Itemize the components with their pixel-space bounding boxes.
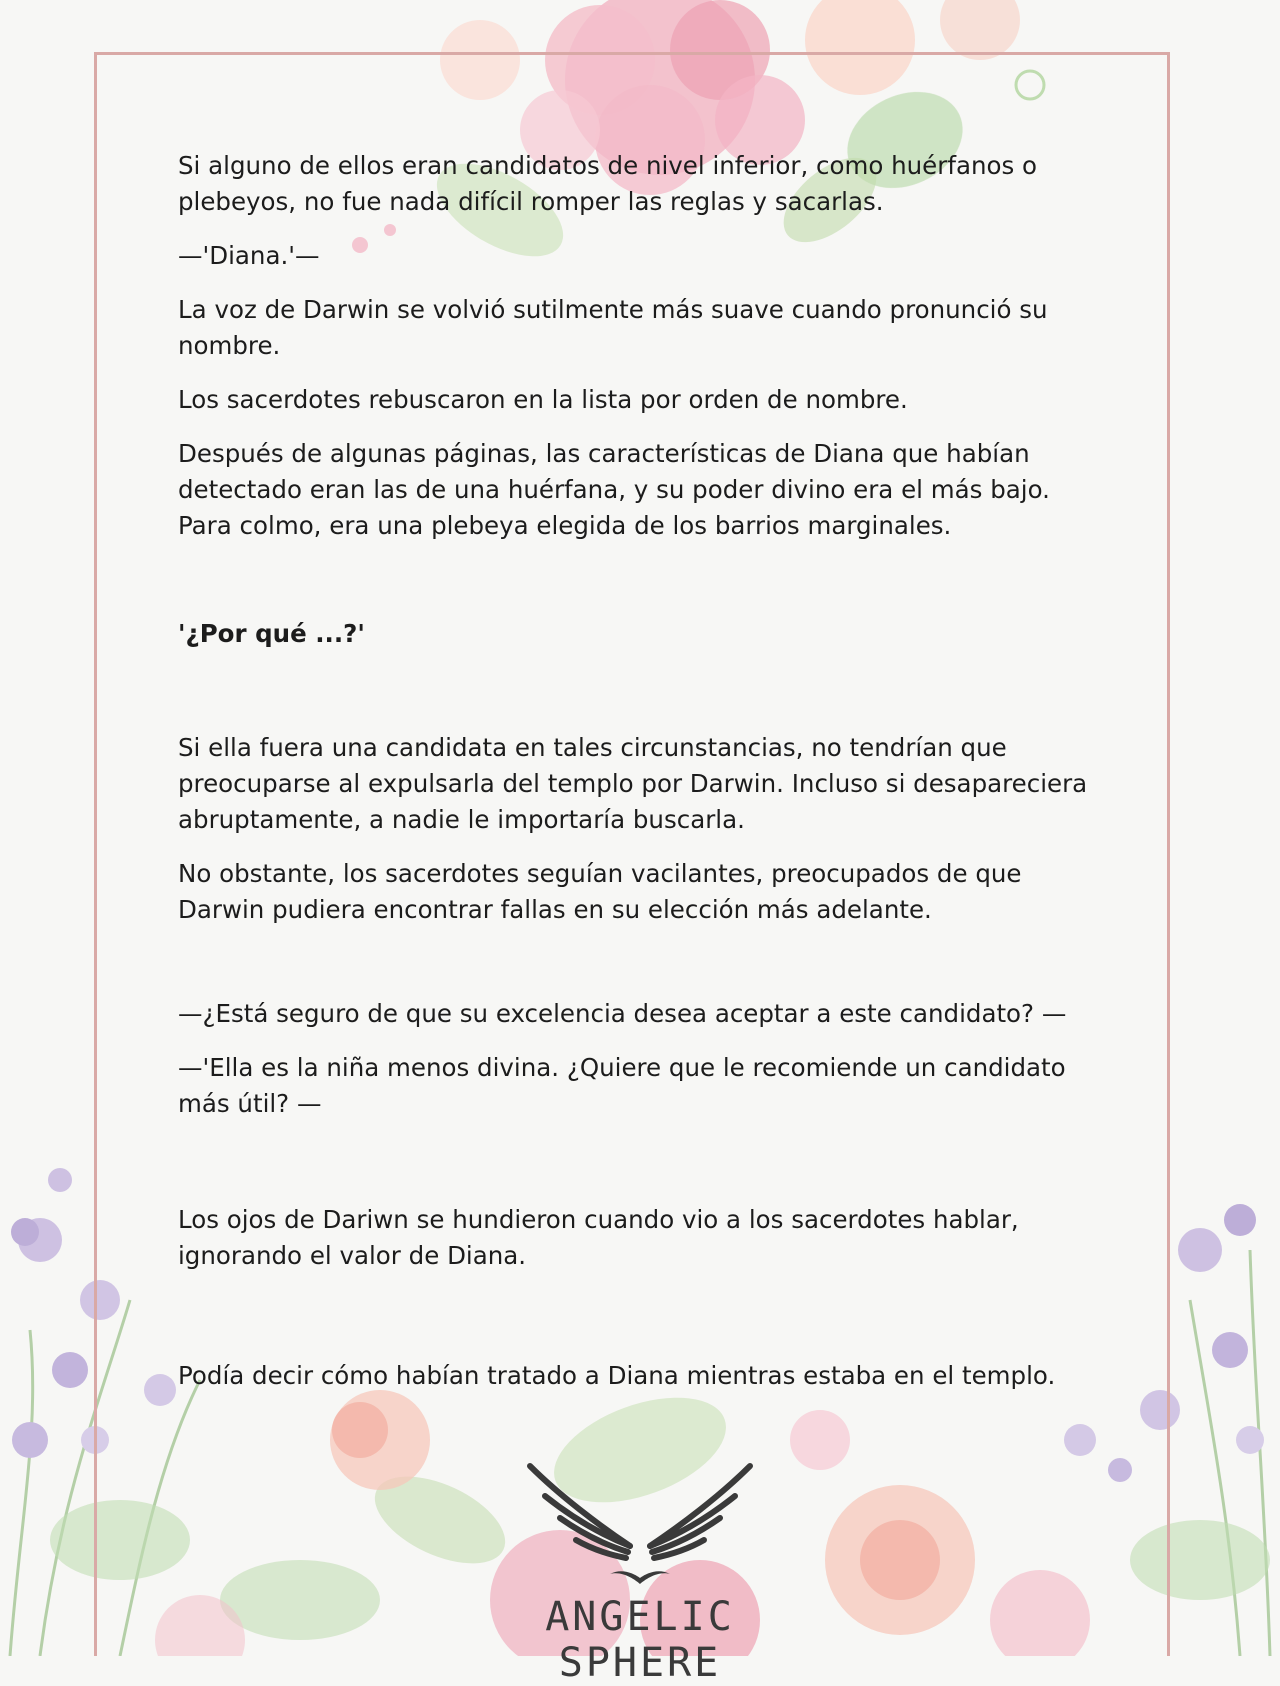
paragraph: No obstante, los sacerdotes seguían vacilantes, preocupados de que Darwin pudiera encontrar fallas en su elección más adelante. <box>178 859 1022 924</box>
angel-wings-icon <box>490 1456 790 1596</box>
spacer <box>178 670 1110 730</box>
paragraph: La voz de Darwin se volvió sutilmente más suave cuando pronunció su nombre. <box>178 295 1048 360</box>
paragraph: Si alguno de ellos eran candidatos de nivel inferior, como huérfanos o plebeyos, no fue nada difícil romper las reglas y sacarlas. <box>178 151 1038 216</box>
bold-thought-line: '¿Por qué ...?' <box>178 619 365 648</box>
paragraph: Después de algunas páginas, las características de Diana que habían detectado eran las de una huérfana, y su poder divino era el más bajo. Para colmo, era una plebeya elegida de los barrios marginales. <box>178 439 1050 540</box>
spacer <box>178 1140 1110 1202</box>
spacer <box>178 562 1110 616</box>
paragraph: —'Diana.'— <box>178 241 320 270</box>
logo-text: ANGELIC SPHERE <box>545 1594 735 1686</box>
spacer <box>178 946 1110 996</box>
paragraph: Los sacerdotes rebuscaron en la lista por orden de nombre. <box>178 385 908 414</box>
document-body <box>178 148 1110 1412</box>
paragraph: Si ella fuera una candidata en tales circunstancias, no tendrían que preocuparse al expulsarla del templo por Darwin. Incluso si desapareciera abruptamente, a nadie le importaría buscarla. <box>178 733 1088 834</box>
dialogue-line: —¿Está seguro de que su excelencia desea aceptar a este candidato? — <box>178 999 1067 1028</box>
paragraph: Podía decir cómo habían tratado a Diana mientras estaba en el templo. <box>178 1361 1056 1390</box>
paragraph: Los ojos de Dariwn se hundieron cuando vio a los sacerdotes hablar, ignorando el valor de Diana. <box>178 1205 1019 1270</box>
angelic-sphere-logo <box>490 1456 790 1686</box>
dialogue-line: —'Ella es la niña menos divina. ¿Quiere que le recomiende un candidato más útil? — <box>178 1053 1066 1118</box>
spacer <box>178 1292 1110 1358</box>
